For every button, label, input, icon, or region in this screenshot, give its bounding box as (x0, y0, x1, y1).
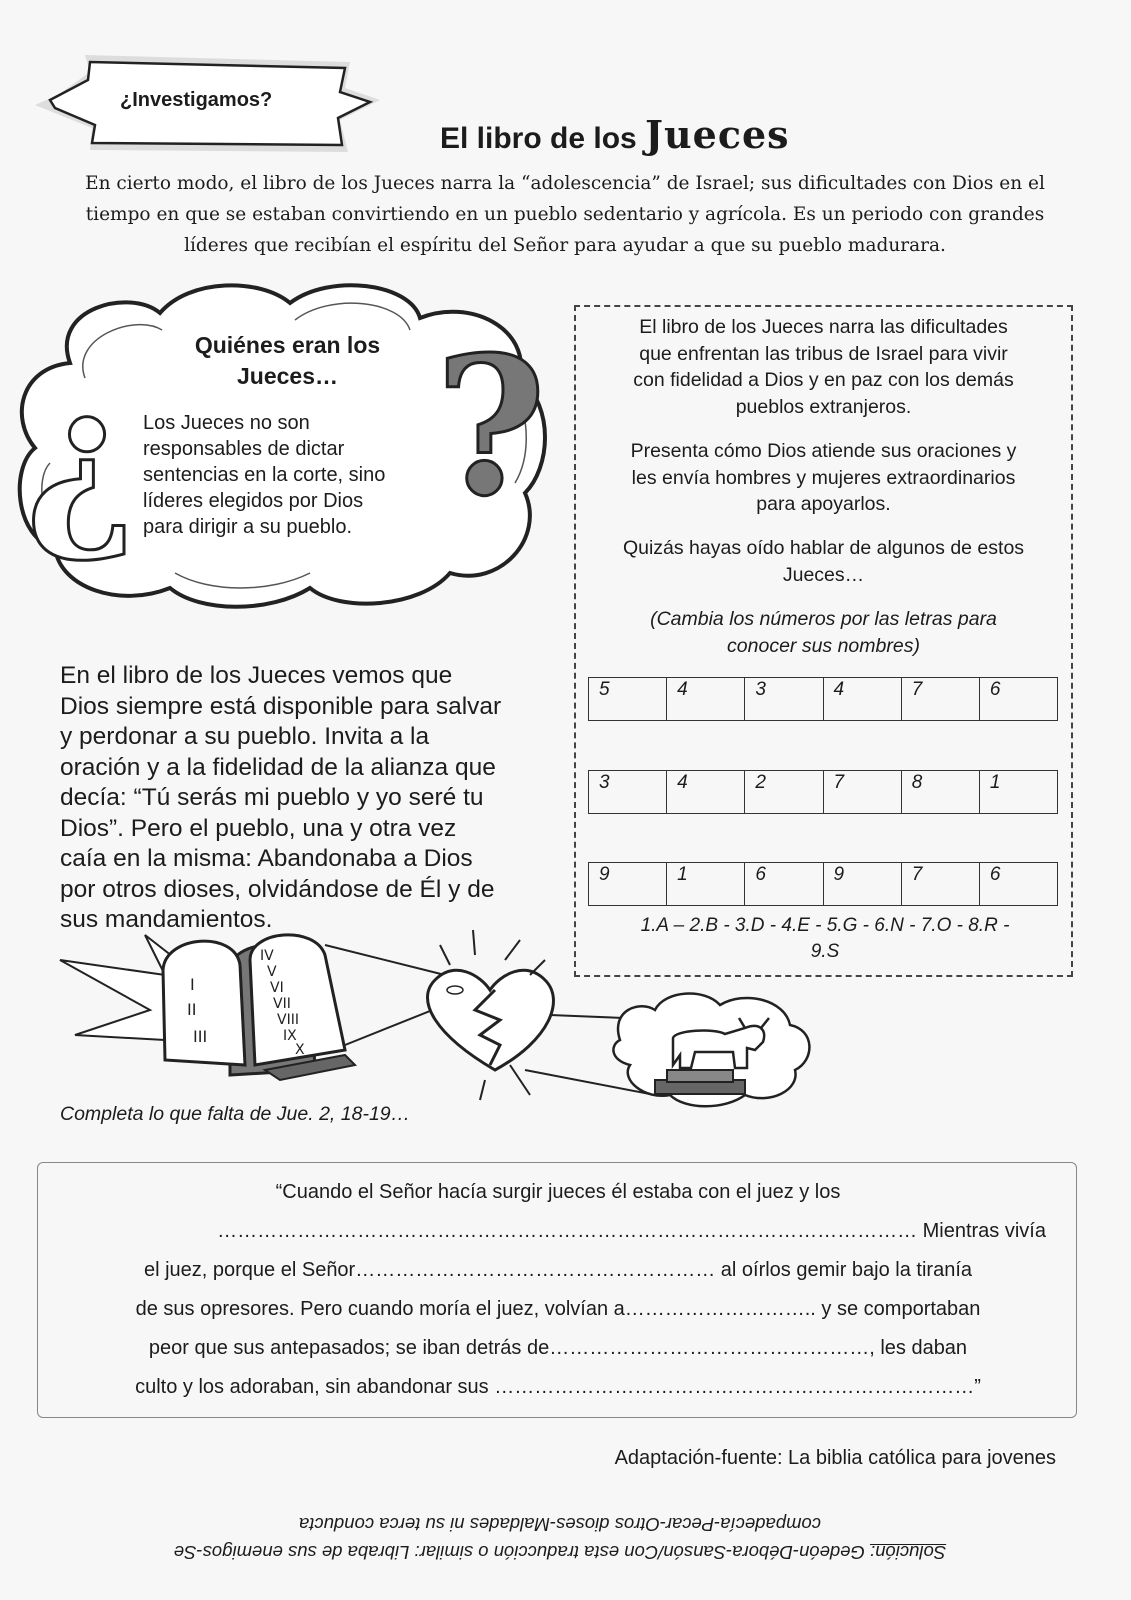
tablet-numeral: III (193, 1027, 208, 1046)
paragraph-line: y perdonar a su pueblo. Invita a la (60, 723, 430, 750)
cipher-cell[interactable]: 1 (989, 772, 1001, 793)
tablet-numeral: VI (270, 980, 284, 996)
paragraph-line: decía: “Tú serás mi pueblo y yo seré tu (60, 784, 484, 811)
cipher-cell[interactable]: 6 (989, 679, 1001, 700)
cloud-title-line: Jueces… (236, 363, 338, 389)
cipher-row (588, 770, 1058, 814)
cipher-cell[interactable]: 8 (902, 771, 980, 813)
info-line: para apoyarlos. (756, 493, 891, 515)
solution-text: Gedeón-Débora-Sansón/Con esta traducción o similar: Libraba de sus enemigos-Se (173, 1542, 865, 1563)
paragraph-line: por otros dioses, olvidándose de Él y de (60, 875, 495, 903)
fill-line[interactable]: culto y los adoraban, sin abandonar sus ………………………………………………………………” (135, 1376, 981, 1398)
source-credit: Adaptación-fuente: La biblia católica para jovenes (614, 1447, 1056, 1469)
paragraph-line: sus mandamientos. (60, 906, 273, 933)
left-paragraph (60, 661, 550, 936)
cipher-instruction (585, 606, 1062, 659)
cloud-title (150, 330, 425, 392)
tablet-numeral: VII (273, 996, 291, 1012)
info-line: Presenta cómo Dios atiende sus oraciones y (630, 440, 1017, 462)
cipher-cell[interactable]: 3 (589, 771, 667, 813)
info-paragraph-3 (585, 535, 1062, 588)
cipher-cell[interactable]: 7 (902, 678, 980, 720)
cloud-body (143, 410, 433, 540)
tablet-numeral: I (190, 975, 195, 994)
title-prefix: El libro de los (440, 122, 637, 155)
close-question-mark: ? (435, 315, 547, 538)
upside-down-solution (80, 1510, 1040, 1566)
cipher-cell[interactable]: 9 (589, 863, 667, 905)
fill-in-box (37, 1162, 1077, 1418)
cipher-cell[interactable]: 1 (667, 863, 745, 905)
paragraph-line: Dios siempre está disponible para salvar (60, 692, 502, 720)
page-title (440, 112, 790, 157)
fill-line[interactable]: el juez, porque el Señor……………………………………………… al oírlos gemir bajo la tiranía (143, 1259, 973, 1281)
info-line: Jueces… (782, 563, 865, 586)
info-line: pueblos extranjeros. (735, 395, 912, 418)
paragraph-line: En el libro de los Jueces vemos que (60, 662, 453, 689)
info-line: con fidelidad a Dios y en paz con los demás (633, 369, 1014, 391)
info-paragraph-1 (585, 314, 1062, 420)
intro-line: tiempo en que se estaban convirtiendo en un pueblo sedentario y agrícola. Es un periodo con grandes (85, 204, 1045, 225)
intro-paragraph (55, 168, 1075, 261)
tablet-numeral: II (187, 1000, 197, 1019)
tablet-numeral: IV (260, 948, 274, 964)
cloud-body-line: líderes elegidos por Dios (143, 490, 364, 512)
cipher-cell[interactable]: 5 (589, 678, 667, 720)
cipher-key-line: 9.S (810, 941, 840, 962)
cloud-body-line: sentencias en la corte, sino (143, 464, 386, 486)
intro-line: líderes que recibían el espíritu del Señor para ayudar a que su pueblo madurara. (184, 235, 946, 256)
cloud-title-line: Quiénes eran los (194, 332, 381, 358)
cloud-body-line: responsables de dictar (143, 438, 345, 460)
cloud-body-line: Los Jueces no son (143, 412, 310, 434)
fill-line: “Cuando el Señor hacía surgir jueces él estaba con el juez y los (275, 1181, 841, 1203)
instruction-line: conocer sus nombres) (727, 634, 920, 657)
info-line: El libro de los Jueces narra las dificultades (639, 316, 1008, 338)
cipher-cell[interactable]: 6 (989, 864, 1001, 885)
info-line: les envía hombres y mujeres extraordinarios (631, 466, 1016, 489)
solution-line-2: compadecía-Pecar-Otros dioses-Maldades ni su terca conducta (298, 1514, 822, 1535)
cipher-cell[interactable]: 3 (745, 678, 823, 720)
tablet-numeral: VIII (277, 1012, 299, 1028)
banner-label: ¿Investigamos? (120, 89, 273, 111)
cipher-cell[interactable]: 2 (745, 771, 823, 813)
solution-label: Solución: (870, 1542, 947, 1563)
cipher-cell[interactable]: 7 (824, 771, 902, 813)
cipher-row (588, 862, 1058, 906)
complete-prompt: Completa lo que falta de Jue. 2, 18-19… (60, 1103, 411, 1125)
cipher-key-line: 1.A – 2.B - 3.D - 4.E - 5.G - 6.N - 7.O - 8.R - (640, 915, 1010, 936)
tablet-numeral: V (267, 964, 277, 980)
cipher-cell[interactable]: 4 (667, 678, 745, 720)
info-line: que enfrentan las tribus de Israel para vivir (639, 342, 1008, 365)
solution-line-1 (80, 1538, 1040, 1566)
fill-line[interactable]: peor que sus antepasados; se iban detrás de…………………………………………, les daban (148, 1337, 968, 1359)
cipher-cell[interactable]: 7 (902, 863, 980, 905)
cipher-cell[interactable]: 6 (745, 863, 823, 905)
paragraph-line: oración y a la fidelidad de la alianza que (60, 753, 496, 781)
info-paragraph-2 (585, 438, 1062, 518)
cipher-row (588, 677, 1058, 721)
cipher-cell[interactable]: 4 (667, 771, 745, 813)
cipher-cell[interactable]: 4 (824, 678, 902, 720)
paragraph-line: caía en la misma: Abandonaba a Dios (60, 845, 473, 872)
tablet-numeral: X (295, 1042, 305, 1058)
illustration (55, 930, 845, 1130)
open-question-mark: ¿ (25, 345, 137, 568)
cipher-cell[interactable]: 9 (824, 863, 902, 905)
info-line: Quizás hayas oído hablar de algunos de estos (622, 537, 1025, 559)
tablet-numeral: IX (283, 1028, 297, 1044)
fill-line[interactable]: de sus opresores. Pero cuando moría el juez, volvían a……………………….. y se comportaban (135, 1298, 981, 1320)
golden-calf-cloud-icon (613, 994, 809, 1107)
intro-line: En cierto modo, el libro de los Jueces narra la “adolescencia” de Israel; sus dificultades con Dios en el (85, 173, 1045, 194)
broken-heart-icon (428, 930, 554, 1100)
paragraph-line: Dios”. Pero el pueblo, una y otra vez (60, 814, 457, 842)
instruction-line: (Cambia los números por las letras para (650, 608, 997, 630)
title-highlight: Jueces (645, 112, 790, 157)
tablets-icon (163, 935, 355, 1080)
cloud-body-line: para dirigir a su pueblo. (143, 516, 353, 538)
fill-line[interactable]: …………………………………………………………………………………………… Mientras vivía (217, 1220, 1046, 1242)
